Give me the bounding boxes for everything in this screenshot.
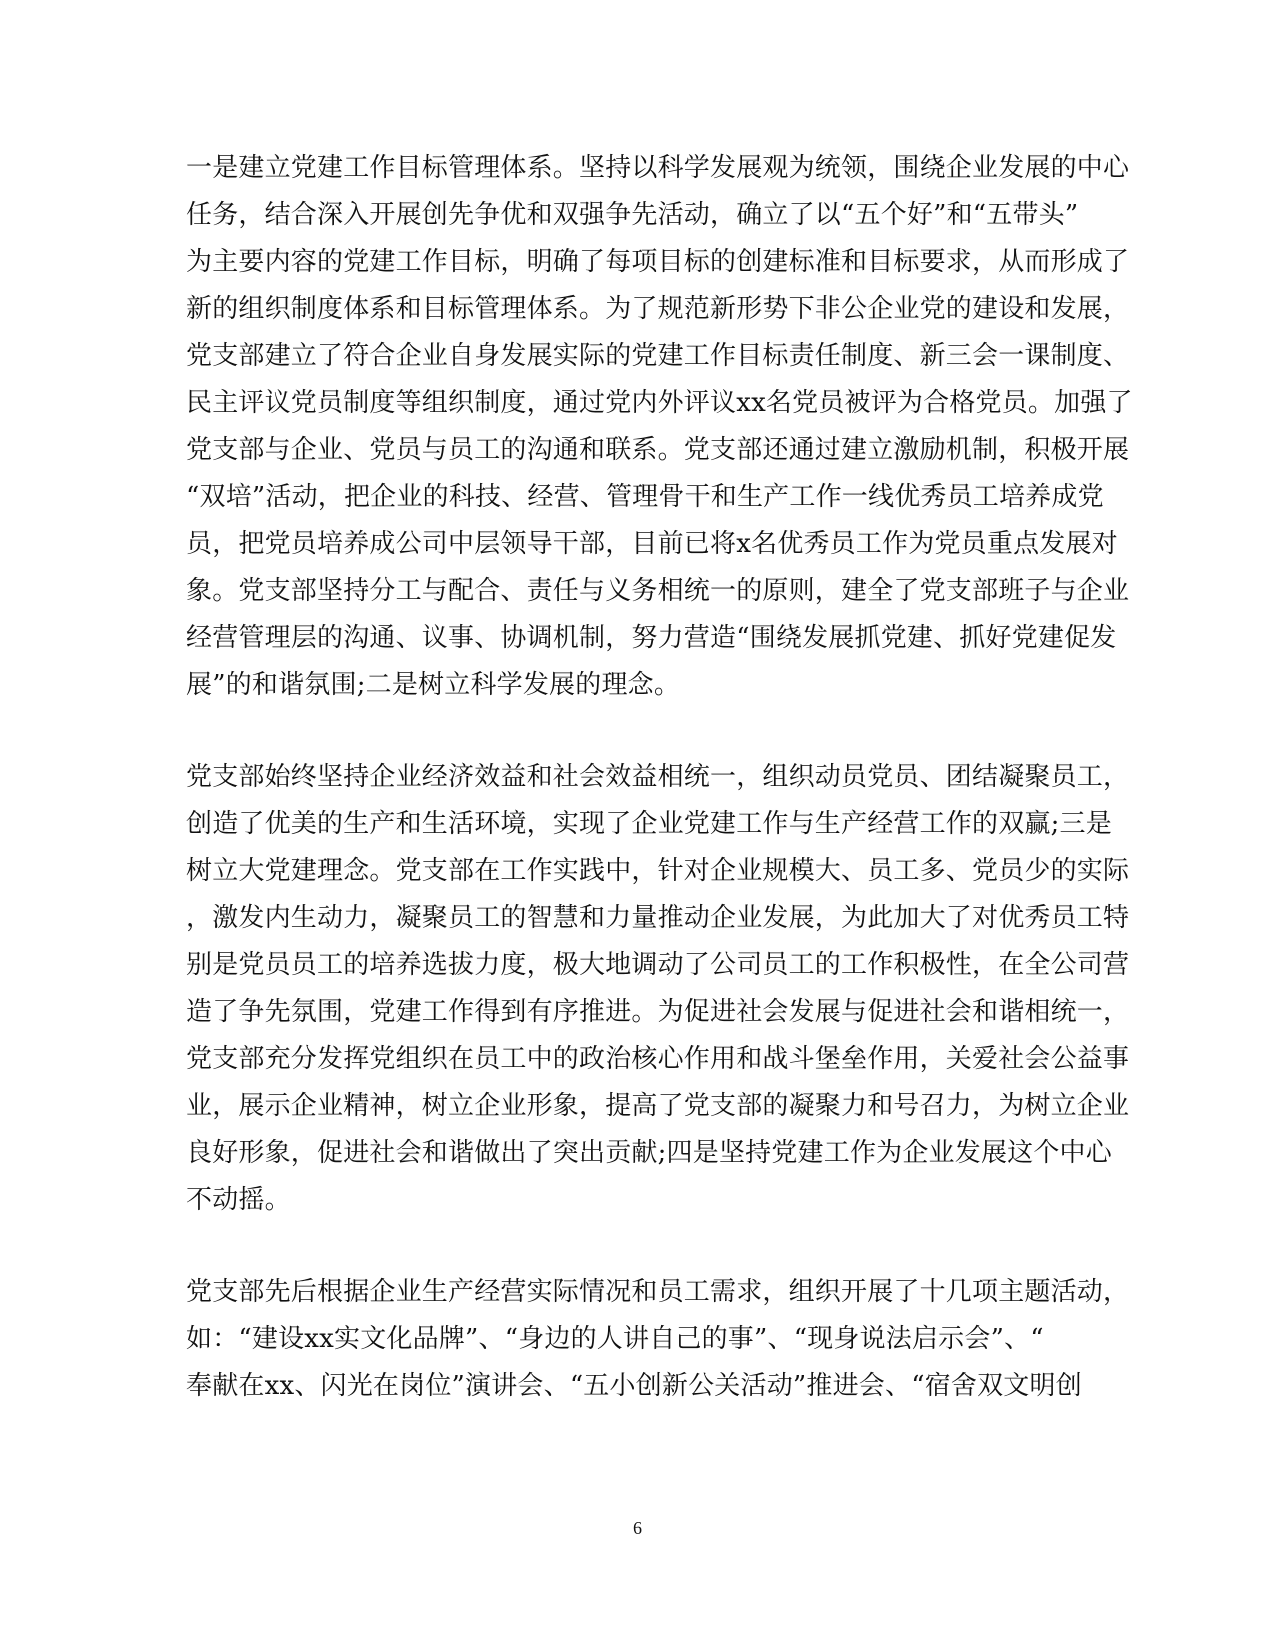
paragraph-1-line-1: 一是建立党建工作目标管理体系。坚持以科学发展观为统领，围绕企业发展的中心	[186, 153, 1130, 183]
paragraph-1-line-11: 经营管理层的沟通、议事、协调机制，努力营造“围绕发展抓党建、抓好党建促发	[186, 623, 1117, 653]
paragraph-2-line-3: 树立大党建理念。党支部在工作实践中，针对企业规模大、员工多、党员少的实际	[186, 856, 1130, 886]
paragraph-2-line-8: 业，展示企业精神，树立企业形象，提高了党支部的凝聚力和号召力，为树立企业	[186, 1091, 1130, 1121]
paragraph-1-line-2: 任务，结合深入开展创先争优和双强争先活动，确立了以“五个好”和“五带头”	[186, 200, 1079, 230]
paragraph-1-line-9: 员，把党员培养成公司中层领导干部，目前已将x名优秀员工作为党员重点发展对	[186, 529, 1118, 559]
paragraph-1-line-5: 党支部建立了符合企业自身发展实际的党建工作目标责任制度、新三会一课制度、	[186, 341, 1130, 371]
paragraph-1-line-8: “双培”活动，把企业的科技、经营、管理骨干和生产工作一线优秀员工培养成党	[186, 482, 1104, 512]
paragraph-3-line-1: 党支部先后根据企业生产经营实际情况和员工需求，组织开展了十几项主题活动，	[186, 1277, 1130, 1307]
paragraph-1-line-7: 党支部与企业、党员与员工的沟通和联系。党支部还通过建立激励机制，积极开展	[186, 435, 1130, 465]
page-number: 6	[633, 1518, 642, 1538]
paragraph-1-line-3: 为主要内容的党建工作目标，明确了每项目标的创建标准和目标要求，从而形成了	[186, 247, 1130, 277]
paragraph-2-line-5: 别是党员员工的培养选拔力度，极大地调动了公司员工的工作积极性，在全公司营	[186, 950, 1130, 980]
paragraph-2-line-10: 不动摇。	[186, 1185, 291, 1215]
paragraph-1-line-6: 民主评议党员制度等组织制度，通过党内外评议xx名党员被评为合格党员。加强了	[186, 388, 1133, 418]
paragraph-2-line-9: 良好形象，促进社会和谐做出了突出贡献;四是坚持党建工作为企业发展这个中心	[186, 1138, 1112, 1168]
paragraph-2-line-2: 创造了优美的生产和生活环境，实现了企业党建工作与生产经营工作的双赢;三是	[186, 809, 1112, 839]
paragraph-3-line-3: 奉献在xx、闪光在岗位”演讲会、“五小创新公关活动”推进会、“宿舍双文明创	[186, 1371, 1082, 1401]
paragraph-2-line-6: 造了争先氛围，党建工作得到有序推进。为促进社会发展与促进社会和谐相统一，	[186, 997, 1130, 1027]
paragraph-2-line-7: 党支部充分发挥党组织在员工中的政治核心作用和战斗堡垒作用，关爱社会公益事	[186, 1044, 1130, 1074]
paragraph-3-line-2: 如：“建设xx实文化品牌”、“身边的人讲自己的事”、“现身说法启示会”、“	[186, 1324, 1044, 1354]
paragraph-1-line-10: 象。党支部坚持分工与配合、责任与义务相统一的原则，建全了党支部班子与企业	[186, 576, 1130, 606]
paragraph-1-line-12: 展”的和谐氛围;二是树立科学发展的理念。	[186, 670, 681, 700]
paragraph-2-line-4: ，激发内生动力，凝聚员工的智慧和力量推动企业发展，为此加大了对优秀员工特	[186, 903, 1130, 933]
paragraph-2-line-1: 党支部始终坚持企业经济效益和社会效益相统一，组织动员党员、团结凝聚员工，	[186, 762, 1130, 792]
paragraph-1-line-4: 新的组织制度体系和目标管理体系。为了规范新形势下非公企业党的建设和发展，	[186, 294, 1130, 324]
